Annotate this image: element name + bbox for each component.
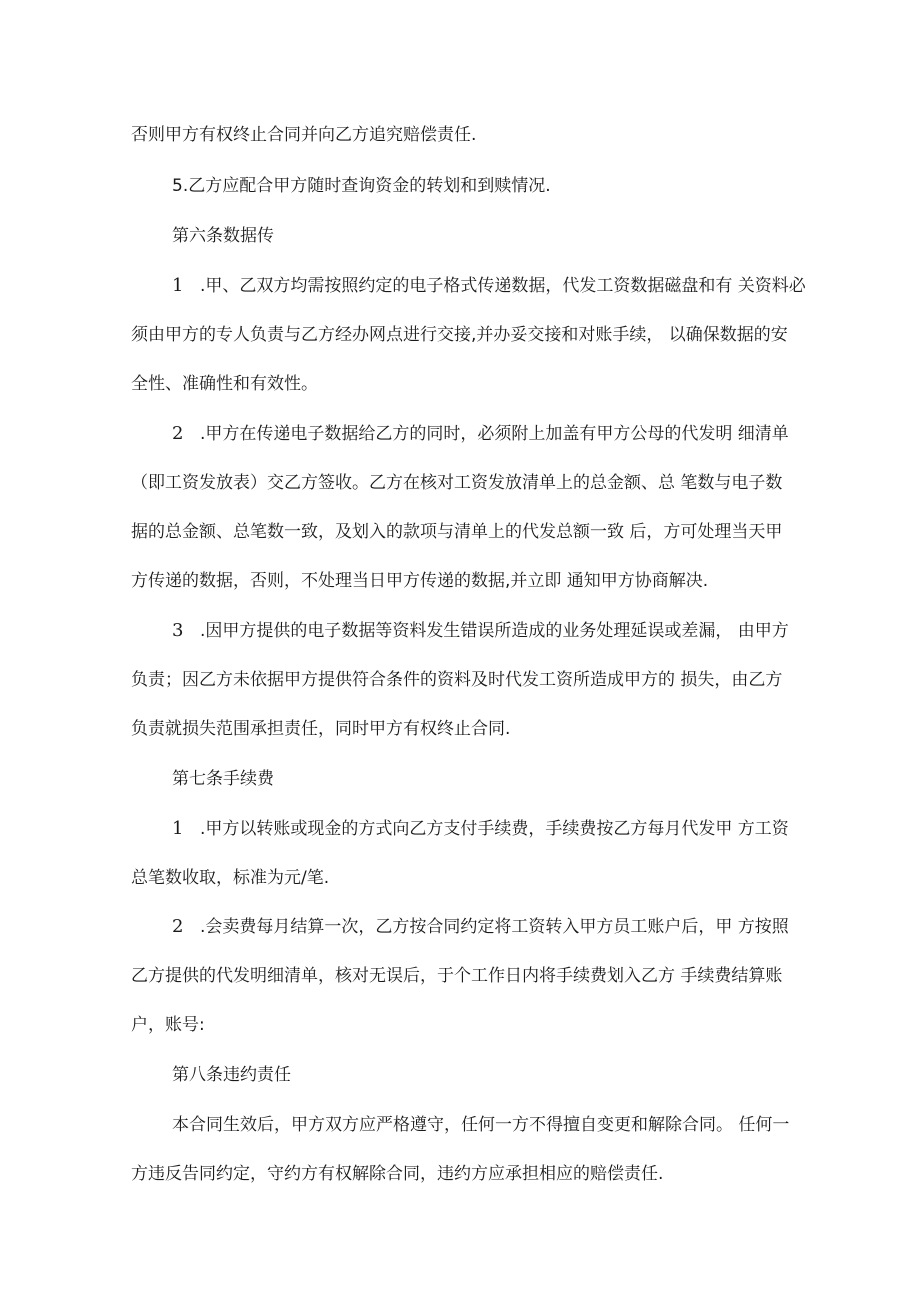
- text-line: 乙方提供的代发明细清单，核对无误后，于个工作日内将手续费划入乙方 手续费结算账: [131, 966, 783, 986]
- item-text: .会卖费每月结算一次，乙方按合同约定将工资转入甲方员工账户后，甲 方按照: [200, 917, 789, 937]
- text-line: [172, 619, 789, 643]
- item-number: 2: [172, 916, 184, 937]
- text-line: 5.乙方应配合甲方随时查询资金的转划和到赎情况.: [172, 176, 551, 196]
- text-line: 全性、准确性和有效性。: [131, 374, 318, 394]
- text-line: （即工资发放表）交乙方签收。乙方在核对工资发放清单上的总金额、总 笔数与电子数: [131, 473, 783, 493]
- section-heading: 第八条违约责任: [172, 1065, 291, 1085]
- item-number: 1: [172, 275, 184, 296]
- section-heading: 第六条数据传: [172, 226, 274, 246]
- item-number: 3: [172, 620, 184, 641]
- text-line: 总笔数收取，标准为元/笔.: [131, 868, 330, 888]
- item-number: 2: [172, 423, 184, 444]
- text-line: 须由甲方的专人负责与乙方经办网点进行交接,并办妥交接和对账手续， 以确保数据的安: [131, 325, 788, 345]
- text-line: 负责；因乙方未依据甲方提供符合条件的资料及时代发工资所造成甲方的 损失，由乙方: [131, 670, 783, 690]
- text-line: [172, 422, 789, 446]
- item-number: 1: [172, 818, 184, 839]
- text-line: 据的总金额、总笔数一致，及划入的款项与清单上的代发总额一致 后，方可处理当天甲: [131, 522, 783, 542]
- text-line: 否则甲方有权终止合同并向乙方追究赔偿责任.: [131, 125, 477, 145]
- item-text: .甲方以转账或现金的方式向乙方支付手续费，手续费按乙方每月代发甲 方工资: [200, 819, 789, 839]
- text-line: [172, 274, 806, 298]
- item-text: .因甲方提供的电子数据等资料发生错误所造成的业务处理延误或差漏， 由甲方: [200, 621, 789, 641]
- text-line: 户，账号:: [131, 1015, 205, 1035]
- section-heading: 第七条手续费: [172, 769, 274, 789]
- text-line: 负责就损失范围承担责任，同时甲方有权终止合同.: [131, 719, 511, 739]
- text-line: 方违反告同约定，守约方有权解除合同，违约方应承担相应的赔偿责任.: [131, 1164, 664, 1184]
- text-line: 本合同生效后，甲方双方应严格遵守，任何一方不得擅自变更和解除合同。 任何一: [172, 1115, 790, 1135]
- text-line: 方传递的数据，否则，不处理当日甲方传递的数据,并立即 通知甲方协商解决.: [131, 571, 709, 591]
- item-text: .甲方在传递电子数据给乙方的同时，必须附上加盖有甲方公母的代发明 细清单: [200, 424, 789, 444]
- item-text: .甲、乙双方均需按照约定的电子格式传递数据，代发工资数据磁盘和有 关资料必: [200, 276, 806, 296]
- text-line: [172, 915, 789, 939]
- text-line: [172, 817, 789, 841]
